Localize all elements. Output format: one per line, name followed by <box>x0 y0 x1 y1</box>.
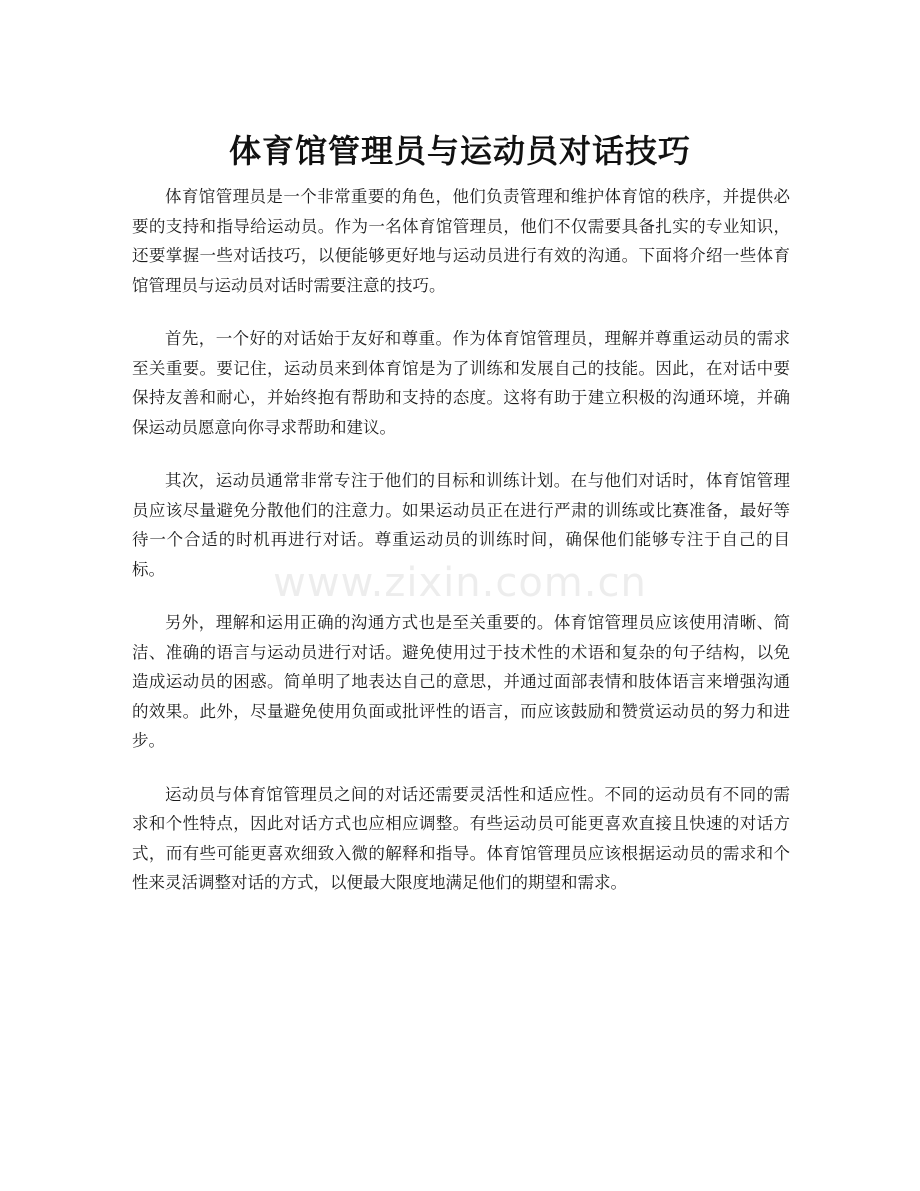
paragraph: 体育馆管理员是一个非常重要的角色，他们负责管理和维护体育馆的秩序，并提供必要的支持和指导给运动员。作为一名体育馆管理员，他们不仅需要具备扎实的专业知识，还要掌握一些对话技巧，以便能够更好地与运动员进行有效的沟通。下面将介绍一些体育馆管理员与运动员对话时需要注意的技巧。 <box>132 187 790 295</box>
watermark: www.zixin.com.cn <box>273 560 647 606</box>
document-title: 体育馆管理员与运动员对话技巧 <box>228 132 691 171</box>
paragraph: 另外，理解和运用正确的沟通方式也是至关重要的。体育馆管理员应该使用清晰、简洁、准确的语言与运动员进行对话。避免使用过于技术性的术语和复杂的句子结构，以免造成运动员的困惑。简单明了地表达自己的意思，并通过面部表情和肢体语言来增强沟通的效果。此外，尽量避免使用负面或批评性的语言，而应该鼓励和赞赏运动员的努力和进步。 <box>132 613 790 750</box>
document-body <box>132 182 790 922</box>
paragraph: 其次，运动员通常非常专注于他们的目标和训练计划。在与他们对话时，体育馆管理员应该尽量避免分散他们的注意力。如果运动员正在进行严肃的训练或比赛准备，最好等待一个合适的时机再进行对话。尊重运动员的训练时间，确保他们能够专注于自己的目标。 <box>132 471 790 579</box>
paragraph: 运动员与体育馆管理员之间的对话还需要灵活性和适应性。不同的运动员有不同的需求和个性特点，因此对话方式也应相应调整。有些运动员可能更喜欢直接且快速的对话方式，而有些可能更喜欢细致入微的解释和指导。体育馆管理员应该根据运动员的需求和个性来灵活调整对话的方式，以便最大限度地满足他们的期望和需求。 <box>132 784 790 892</box>
paragraph: 首先，一个好的对话始于友好和尊重。作为体育馆管理员，理解并尊重运动员的需求至关重要。要记住，运动员来到体育馆是为了训练和发展自己的技能。因此，在对话中要保持友善和耐心，并始终抱有帮助和支持的态度。这将有助于建立积极的沟通环境，并确保运动员愿意向你寻求帮助和建议。 <box>132 329 790 437</box>
